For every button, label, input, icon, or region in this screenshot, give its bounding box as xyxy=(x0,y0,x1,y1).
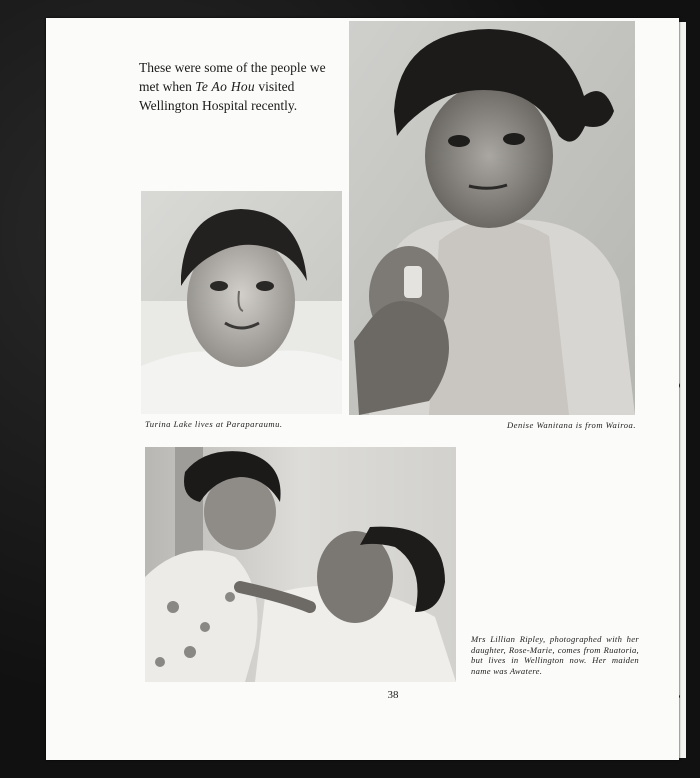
photo-turina-lake xyxy=(141,191,342,414)
intro-text xyxy=(139,58,344,115)
photo-lillian-ripley xyxy=(145,447,456,682)
photo-denise-wanitana xyxy=(349,21,635,415)
intro-text-end: visited Wellington Hospital recently. xyxy=(139,79,298,113)
page-number: 38 xyxy=(387,689,399,701)
intro-text-start: These were some of the people we met when xyxy=(139,60,326,94)
magazine-title: Te Ao Hou xyxy=(195,79,255,94)
caption-lillian-ripley: Mrs Lillian Ripley, photographed with her daughter, Rose-Marie, comes from Ruatoria, but lives in Wellington now. Her maiden name was Awatere. xyxy=(471,634,639,676)
caption-denise-wanitana: Denise Wanitana is from Wairoa. xyxy=(506,420,636,430)
caption-turina-lake: Turina Lake lives at Paraparaumu. xyxy=(145,419,283,429)
